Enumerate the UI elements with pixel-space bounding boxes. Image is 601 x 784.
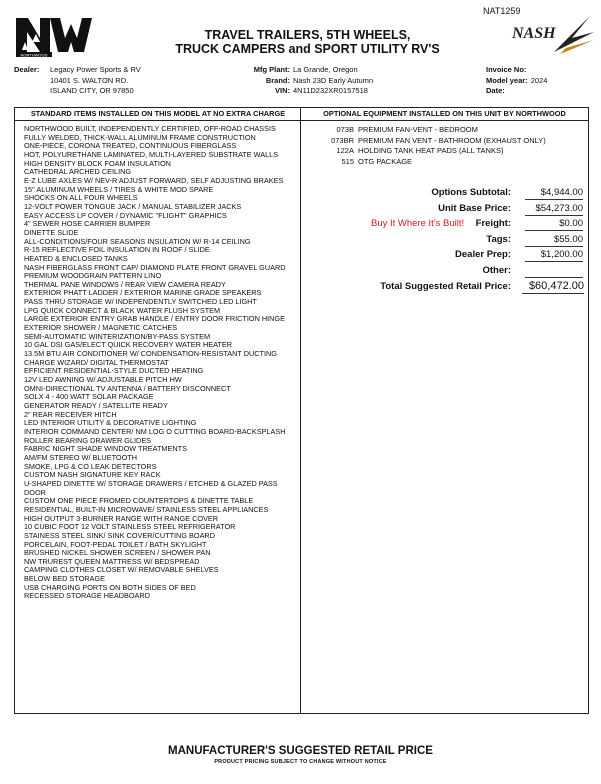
optional-item xyxy=(308,136,586,147)
standard-item: CUSTOM NASH SIGNATURE KEY RACK xyxy=(24,470,161,480)
option-code: 122A xyxy=(336,146,354,155)
standard-item: NW TRUREST QUEEN MATTRESS W/ BEDSPREAD xyxy=(24,556,200,566)
dealer-name: Legacy Power Sports & RV xyxy=(50,65,141,74)
option-code: 073BR xyxy=(331,135,354,145)
mfg-plant-value: La Grande, Oregon xyxy=(293,65,358,74)
standard-item: PASS THRU STORAGE W/ INDEPENDENTLY SWITCHED LED LIGHT xyxy=(24,297,257,307)
invoice-label: Invoice No: xyxy=(486,65,527,74)
model-year-value: 2024 xyxy=(530,75,548,85)
option-code: 515 xyxy=(341,156,354,166)
dealer-block xyxy=(14,65,141,97)
option-description: OTG PACKAGE xyxy=(358,156,413,166)
standard-item: 12V LED AWNING W/ ADJUSTABLE PITCH HW xyxy=(24,375,182,385)
option-description: HOLDING TANK HEAT PADS (ALL TANKS) xyxy=(358,146,504,155)
standard-item: EXTERIOR PHATT LADDER / EXTERIOR MARINE GRADE SPEAKERS xyxy=(24,288,262,298)
standard-item: THERMAL PANE WINDOWS / REAR VIEW CAMERA READY xyxy=(24,279,226,289)
standard-item: HIGH DENSITY BLOCK FOAM INSULATION xyxy=(24,158,171,168)
standard-item: SEMI-AUTOMATIC WINTERIZATION/BY-PASS SYSTEM xyxy=(24,331,211,341)
tags-value: $55.00 xyxy=(525,233,583,247)
standard-item: SOLX 4 - 400 WATT SOLAR PACKAGE xyxy=(24,392,154,402)
standard-item: U-SHAPED DINETTE W/ STORAGE DRAWERS / ETCHED & GLAZED PASS DOOR xyxy=(24,478,278,497)
standard-item: HEATED & ENCLOSED TANKS xyxy=(24,253,128,263)
standard-item: SHOCKS ON ALL FOUR WHEELS xyxy=(24,193,138,203)
other-row xyxy=(300,264,586,280)
unit-base-price-value: $54,273.00 xyxy=(525,202,583,216)
tags-label: Tags: xyxy=(486,233,511,245)
dealer-address-2: ISLAND CITY, OR 97850 xyxy=(50,86,134,95)
standard-item: USB CHARGING PORTS ON BOTH SIDES OF BED xyxy=(24,582,196,592)
nash-logo xyxy=(510,14,594,56)
pricing-summary xyxy=(300,186,586,295)
standard-item: ONE-PIECE, CORONA TREATED, CONTINUOUS FIBERGLASS xyxy=(24,141,237,151)
date-label: Date: xyxy=(486,86,505,95)
standard-item: RESIDENTIAL, BUILT-IN MICROWAVE/ STAINLESS STEEL APPLIANCES xyxy=(24,504,269,514)
standard-item: E-Z LUBE AXLES W/ NEV-R ADJUST FORWARD, SELF ADJUSTING BRAKES xyxy=(24,175,284,185)
standard-item: INTERIOR COMMAND CENTER/ NM LOG O CUTTING BOARD-BACKSPLASH xyxy=(24,426,286,436)
options-subtotal-value: $4,944.00 xyxy=(525,186,583,200)
standard-item: 10 GAL DSI GAS/ELECT QUICK RECOVERY WATER HEATER xyxy=(24,340,233,350)
options-subtotal-label: Options Subtotal: xyxy=(431,187,511,198)
brand-label: Brand: xyxy=(265,75,290,85)
unit-base-price-label: Unit Base Price: xyxy=(438,202,511,214)
standard-item: STAINESS STEEL SINK/ SINK COVER/CUTTING BOARD xyxy=(24,530,215,540)
standard-item: ALL-CONDITIONS/FOUR SEASONS INSULATION W/ R-14 CEILING xyxy=(24,236,251,246)
dealer-address-1: 10401 S. WALTON RD. xyxy=(50,75,129,85)
optional-equipment-header: OPTIONAL EQUIPMENT INSTALLED ON THIS UNIT BY NORTHWOOD xyxy=(301,108,588,121)
standard-item: CUSTOM ONE PIECE FROMED COUNTERTOPS & DINETTE TABLE xyxy=(24,496,254,506)
standard-item: EXTERIOR SHOWER / MAGNETIC CATCHES xyxy=(24,323,178,333)
standard-item: OMNI-DIRECTIONAL TV ANTENNA / BATTERY DISCONNECT xyxy=(24,383,231,393)
standard-item: EFFICIENT RESIDENTIAL-STYLE DUCTED HEATING xyxy=(24,366,204,376)
standard-item: ROLLER BEARING DRAWER GLIDES xyxy=(24,435,152,445)
standard-item: 13.5M BTU AIR CONDITIONER W/ CONDENSATION-RESISTANT DUCTING xyxy=(24,349,277,359)
title-line-1: TRAVEL TRAILERS, 5TH WHEELS, xyxy=(204,28,411,42)
standard-item: LED INTERIOR UTILITY & DECORATIVE LIGHTING xyxy=(24,418,197,428)
brand-logo-wordmark: NASH xyxy=(512,25,556,42)
vehicle-block xyxy=(240,65,373,97)
optional-items-list xyxy=(308,125,586,167)
footer-subtitle: PRODUCT PRICING SUBJECT TO CHANGE WITHOUT NOTICE xyxy=(214,759,387,765)
unit-base-price-row xyxy=(300,202,586,218)
standard-item: RECESSED STORAGE HEADBOARD xyxy=(24,591,150,601)
standard-item: CAMPING CLOTHES CLOSET W/ REMOVABLE SHELVES xyxy=(24,565,219,575)
freight-row xyxy=(300,217,586,233)
standard-item: GENERATOR READY / SATELLITE READY xyxy=(24,401,168,410)
standard-item: HOT, POLYURETHANE LAMINATED, MULTI-LAYERED SUBSTRATE WALLS xyxy=(24,149,279,159)
mfg-plant-label: Mfg Plant: xyxy=(253,65,290,74)
standard-item: BRUSHED NICKEL SHOWER SCREEN / SHOWER PAN xyxy=(24,548,211,558)
dealer-label: Dealer: xyxy=(14,65,40,74)
standard-item: CHARGE WIZARD/ DIGITAL THERMOSTAT xyxy=(24,357,169,367)
standard-item: FABRIC NIGHT SHADE WINDOW TREATMENTS xyxy=(24,444,187,454)
optional-item xyxy=(308,146,586,157)
standard-item: 10 CUBIC FOOT 12 VOLT STAINLESS STEEL REFRIGERATOR xyxy=(24,522,236,532)
total-label: Total Suggested Retail Price: xyxy=(380,280,511,292)
standard-item: AM/FM STEREO W/ BLUETOOTH xyxy=(24,452,137,462)
standard-item: NORTHWOOD BUILT, INDEPENDENTLY CERTIFIED, OFF-ROAD CHASSIS xyxy=(24,124,276,133)
document-id: NAT1259 xyxy=(483,6,521,16)
vin-label: VIN: xyxy=(275,86,290,95)
standard-item: 15" ALUMINUM WHEELS / TIRES & WHITE MOD SPARE xyxy=(24,184,214,194)
standard-item: 4" SEWER HOSE CARRIER BUMPER xyxy=(24,219,151,229)
standard-item: SMOKE, LPG & CO LEAK DETECTORS xyxy=(24,461,157,471)
maker-logo-wordmark: NORTHWOOD xyxy=(20,52,48,58)
option-description: PREMIUM FAN-VENT - BEDROOM xyxy=(358,125,478,134)
footer-title: MANUFACTURER'S SUGGESTED RETAIL PRICE xyxy=(168,745,433,757)
standard-item: 12-VOLT POWER TONGUE JACK / MANUAL STABILIZER JACKS xyxy=(24,201,242,211)
other-value xyxy=(525,264,583,278)
vin-value: 4N11D232XR0157518 xyxy=(293,86,368,95)
standard-item: NASH FIBERGLASS FRONT CAP/ DIAMOND PLATE FRONT GRAVEL GUARD xyxy=(24,262,286,272)
standard-item: HIGH OUTPUT 3-BURNER RANGE WITH RANGE COVER xyxy=(24,513,219,523)
optional-item xyxy=(308,157,586,168)
standard-item: FULLY WELDED, THICK-WALL ALUMINUM FRAME CONSTRUCTION xyxy=(24,132,256,142)
option-code: 073B xyxy=(336,125,354,134)
standard-item: PREMIUM WOODGRAIN PATTERN LINO xyxy=(24,271,162,281)
brand-value: Nash 23D Early Autumn xyxy=(293,75,374,85)
dealer-prep-row xyxy=(300,248,586,264)
total-row xyxy=(300,280,586,296)
standard-item: PORCELAIN, FOOT-PEDAL TOILET / BATH SKYLIGHT xyxy=(24,539,207,549)
standard-item: 2" REAR RECEIVER HITCH xyxy=(24,409,117,419)
dealer-prep-label: Dealer Prep: xyxy=(455,249,511,261)
buy-tagline: Buy It Where It's Built! xyxy=(371,218,465,230)
total-value: $60,472.00 xyxy=(522,280,584,294)
dealer-prep-value: $1,200.00 xyxy=(525,248,583,262)
document-title xyxy=(140,28,475,56)
standard-items-list xyxy=(24,125,300,601)
standard-item: LARGE EXTERIOR ENTRY GRAB HANDLE / ENTRY DOOR FRICTION HINGE xyxy=(24,314,285,324)
freight-label: Freight: xyxy=(475,218,511,230)
standard-item: CATHEDRAL ARCHED CEILING xyxy=(24,167,132,177)
model-year-label: Model year: xyxy=(486,75,528,85)
options-subtotal-row xyxy=(300,186,586,202)
standard-item: BELOW BED STORAGE xyxy=(24,574,105,584)
standard-item: LPG QUICK CONNECT & BLACK WATER FLUSH SYSTEM xyxy=(24,305,221,315)
standard-item: R-15 REFLECTIVE FOIL INSULATION IN ROOF / SLIDE xyxy=(24,245,210,255)
standard-item: EASY ACCESS LP COVER / DYNAMIC "FLIGHT" GRAPHICS xyxy=(24,210,227,220)
title-line-2: TRUCK CAMPERS and SPORT UTILITY RV'S xyxy=(175,42,440,56)
option-description: PREMIUM FAN VENT - BATHROOM (EXHAUST ONLY) xyxy=(358,135,546,145)
standard-items-header: STANDARD ITEMS INSTALLED ON THIS MODEL AT NO EXTRA CHARGE xyxy=(15,108,301,121)
freight-value: $0.00 xyxy=(525,217,583,231)
other-label: Other: xyxy=(482,264,511,276)
invoice-block xyxy=(486,65,547,97)
optional-item xyxy=(308,125,586,136)
northwood-logo xyxy=(14,12,96,58)
standard-item: DINETTE SLIDE xyxy=(24,227,79,237)
tags-row xyxy=(300,233,586,249)
